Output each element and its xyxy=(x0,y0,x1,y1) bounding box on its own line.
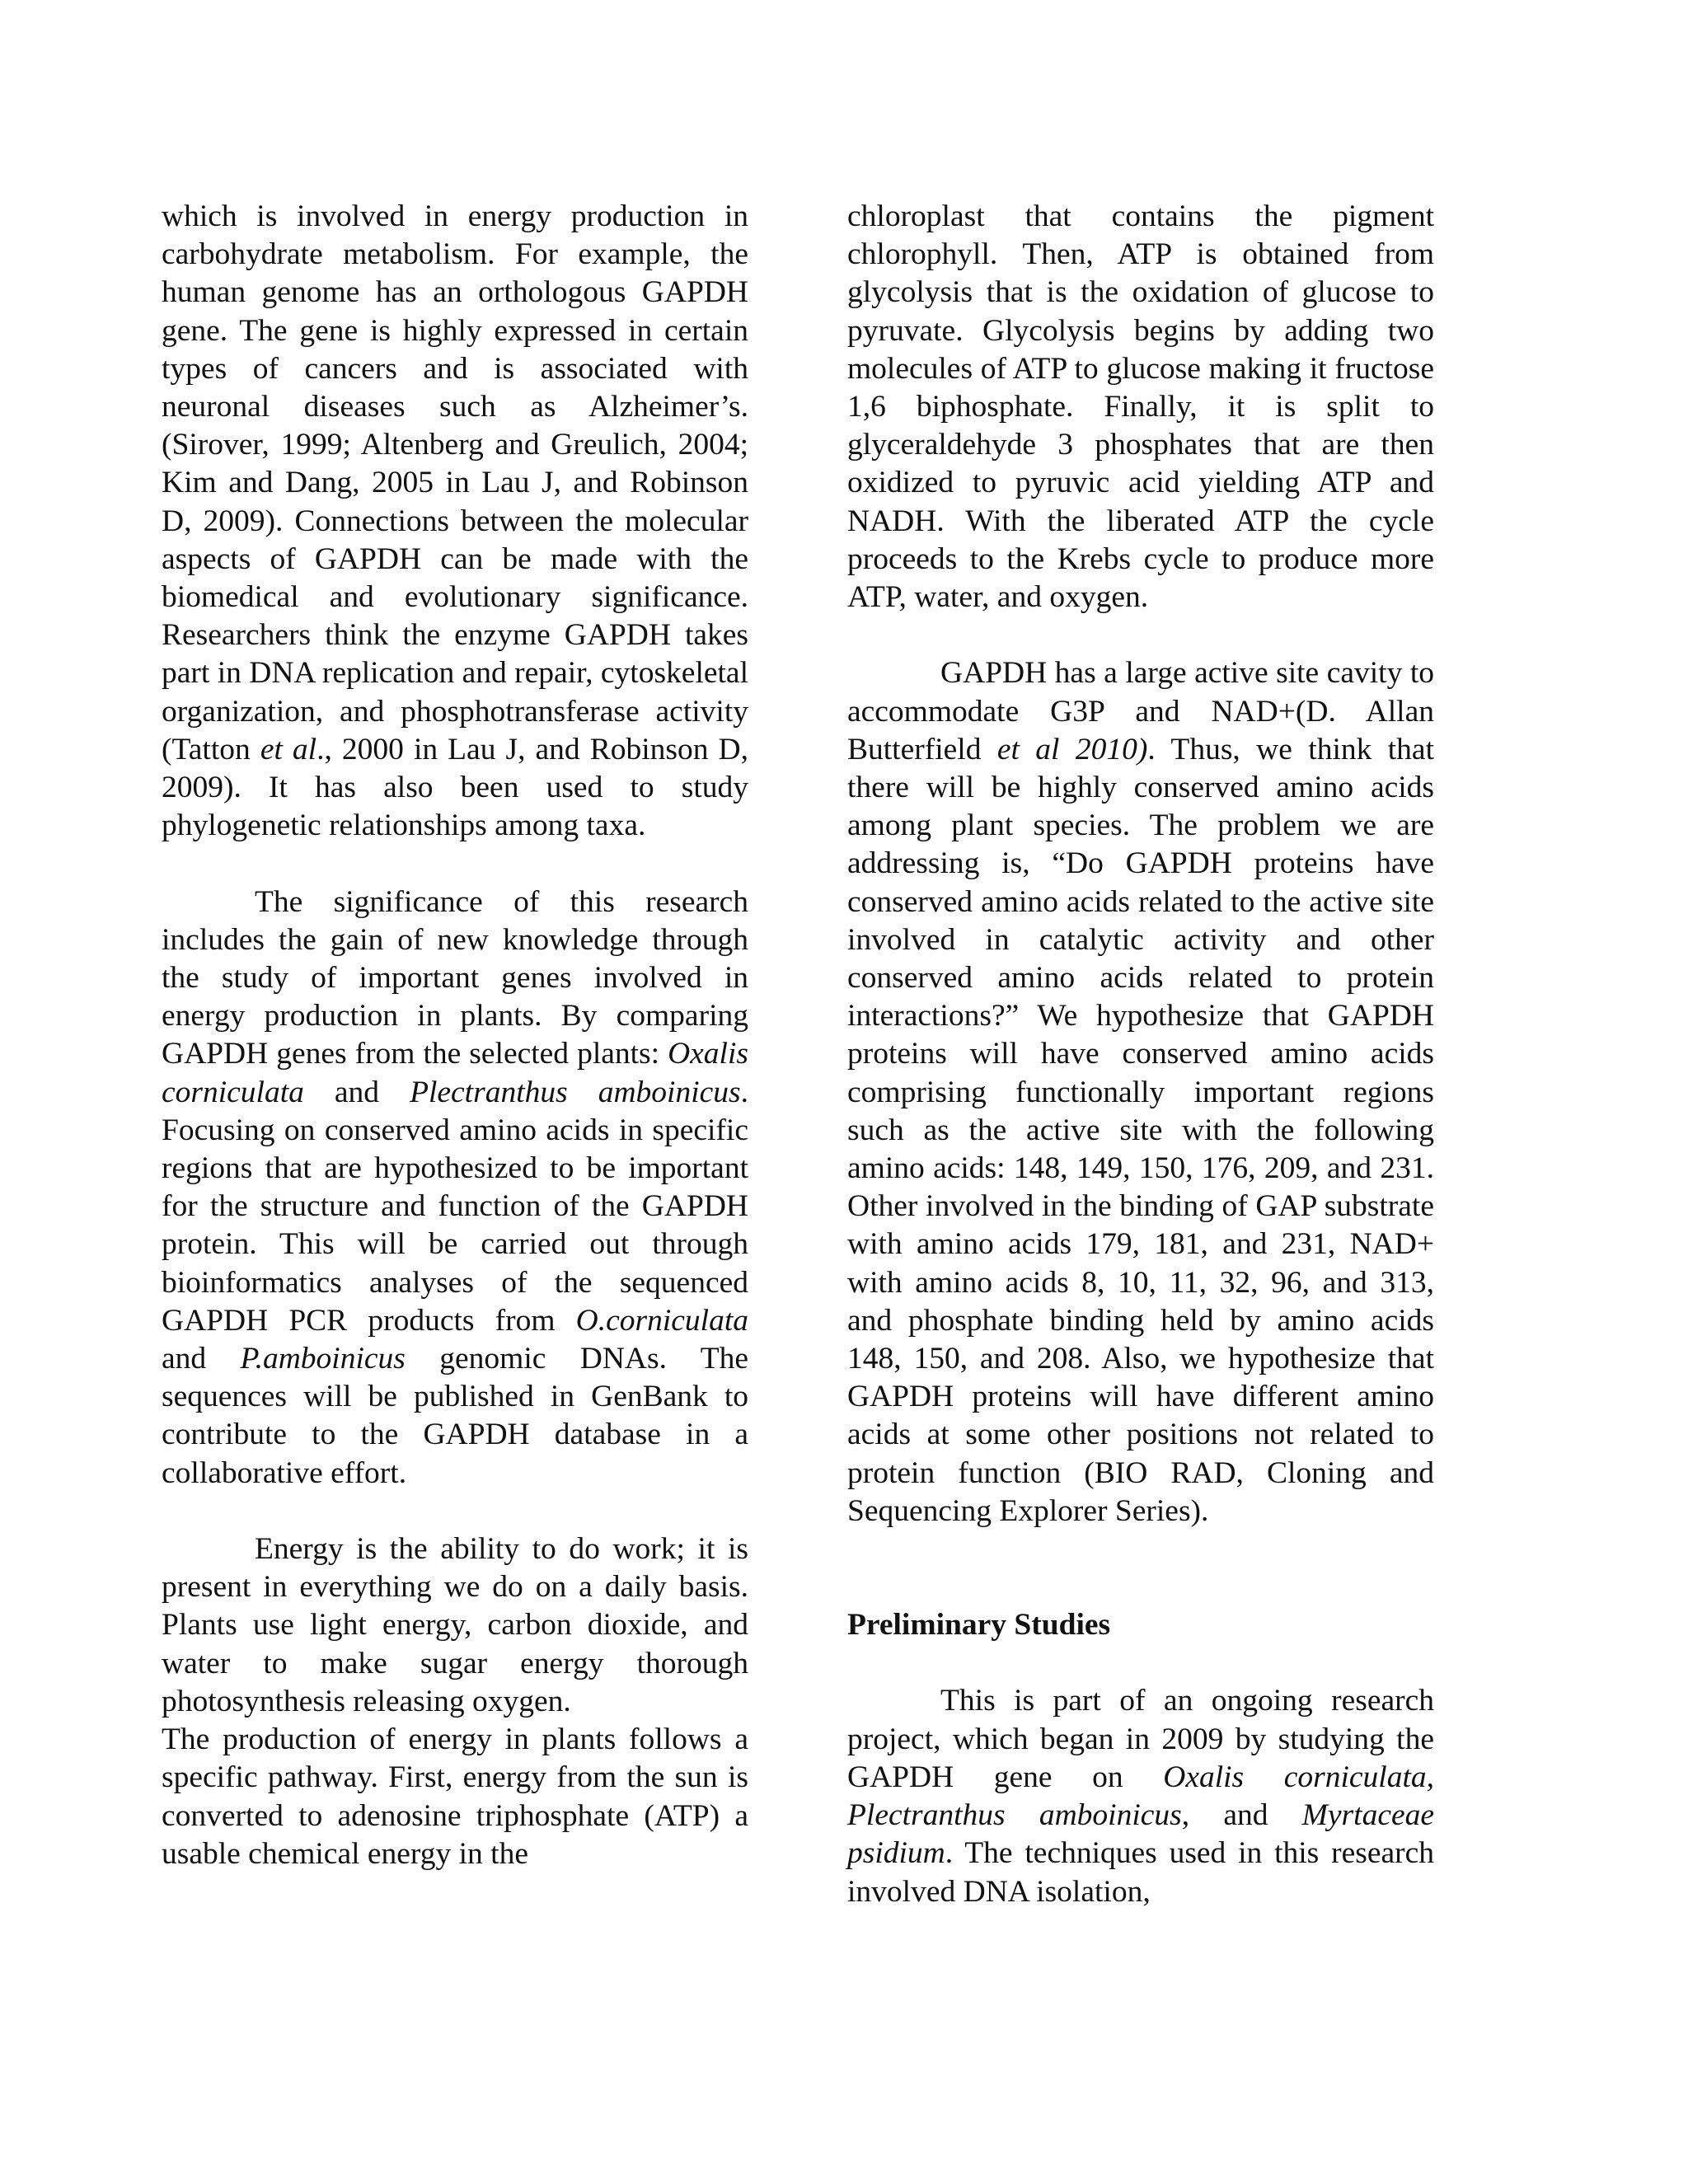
species-name: P.amboinicus xyxy=(240,1342,406,1376)
paragraph-energy-definition: Energy is the ability to do work; it is present in everything we do on a daily basis. Plants use light energy, carbon dioxide, and water to make sugar energy thorough photosynthesis releasing oxygen. xyxy=(162,1532,748,1718)
species-name: Oxalis corniculata, xyxy=(1163,1760,1434,1794)
paragraph-energy-pathway: The production of energy in plants follows a specific pathway. First, energy from the sun is converted to adenosine triphosphate (ATP) a usable chemical energy in the xyxy=(162,1722,748,1871)
paragraph-research-significance: The significance of this research includes the gain of new knowledge through the study of important genes involved in energy production in plants. By comparing GAPDH genes from the selected plants: Oxalis corniculata and Plectranthus amboinicus. Focusing on conserved amino acids in specific regions that are hypothesized to be important for the structure and function of the GAPDH protein. This will be carried out through bioinformatics analyses of the sequenced GAPDH PCR products from O.corniculata and P.amboinicus genomic DNAs. The sequences will be published in GenBank to contribute to the GAPDH database in a collaborative effort. xyxy=(162,884,748,1490)
paragraph-preliminary-studies: This is part of an ongoing research project, which began in 2009 by studying the GAPDH gene on Oxalis corniculata, Plectranthus amboinicus, and Myrtaceae psidium. The techniques used in this research involved DNA isolation, xyxy=(847,1684,1434,1909)
left-column xyxy=(162,198,748,1873)
paragraph-chloroplast-glycolysis: chloroplast that contains the pigment chlorophyll. Then, ATP is obtained from glycolysis that is the oxidation of glucose to pyruvate. Glycolysis begins by adding two molecules of ATP to glucose making it fructose 1,6 biphosphate. Finally, it is split to glyceraldehyde 3 phosphates that are then oxidized to pyruvic acid yielding ATP and NADH. With the liberated ATP the cycle proceeds to the Krebs cycle to produce more ATP, water, and oxygen. xyxy=(847,199,1434,615)
paragraph-active-site-hypothesis: GAPDH has a large active site cavity to accommodate G3P and NAD+(D. Allan Butterfield et al 2010). Thus, we think that there will be highly conserved amino acids among plant species. The problem we are addressing is, “Do GAPDH proteins have conserved amino acids related to the active site involved in catalytic activity and other conserved amino acids related to protein interactions?” We hypothesize that GAPDH proteins will have conserved amino acids comprising functionally important regions such as the active site with the following amino acids: 148, 149, 150, 176, 209, and 231. Other involved in the binding of GAP substrate with amino acids 179, 181, and 231, NAD+ with amino acids 8, 10, 11, 32, 96, and 313, and phosphate binding held by amino acids 148, 150, and 208. Also, we hypothesize that GAPDH proteins will have different amino acids at some other positions not related to protein function (BIO RAD, Cloning and Sequencing Explorer Series). xyxy=(847,656,1434,1528)
paragraph-gapdh-human-genome: which is involved in energy production in carbohydrate metabolism. For example, the human genome has an orthologous GAPDH gene. The gene is highly expressed in certain types of cancers and is associated with neuronal diseases such as Alzheimer’s. (Sirover, 1999; Altenberg and Greulich, 2004; Kim and Dang, 2005 in Lau J, and Robinson D, 2009). Connections between the molecular aspects of GAPDH can be made with the biomedical and evolutionary significance. Researchers think the enzyme GAPDH takes part in DNA replication and repair, cytoskeletal organization, and phosphotransferase activity (Tatton et al., 2000 in Lau J, and Robinson D, 2009). It has also been used to study phylogenetic relationships among taxa. xyxy=(162,199,748,843)
species-name: Myrtaceae psidium xyxy=(847,1798,1434,1871)
right-column xyxy=(847,198,1434,1911)
species-name: Plectranthus amboinicus xyxy=(410,1075,741,1109)
species-name: Plectranthus amboinicus xyxy=(847,1798,1182,1833)
italic-et-al: et al xyxy=(260,732,317,766)
italic-citation: et al 2010) xyxy=(996,732,1148,766)
species-name: Oxalis corniculata xyxy=(162,1037,748,1109)
species-name: O.corniculata xyxy=(575,1303,748,1338)
section-heading-preliminary-studies: Preliminary Studies xyxy=(847,1608,1111,1643)
